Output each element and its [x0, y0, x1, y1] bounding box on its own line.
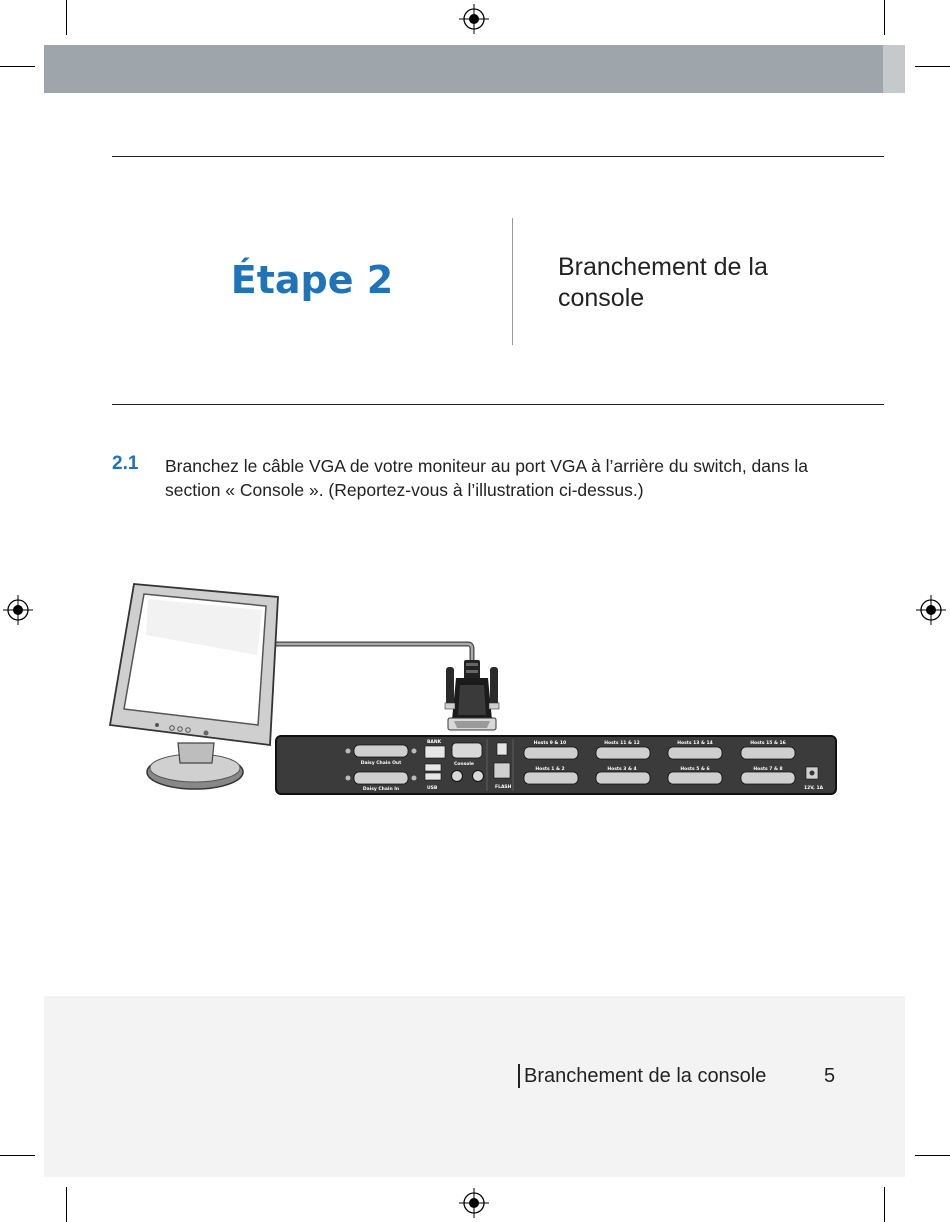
crop-mark: [66, 0, 67, 35]
crop-mark: [66, 1187, 67, 1222]
bank-dip-switch: [425, 746, 445, 758]
mode-switch: [497, 743, 507, 755]
daisy-chain-out-label: Daisy Chain Out: [360, 761, 402, 766]
usb-label: USB: [427, 786, 438, 791]
header-bar: [44, 45, 905, 93]
bottom-rule: [112, 404, 884, 405]
crop-mark: [884, 1187, 885, 1222]
svg-text:Hosts 3 & 4: Hosts 3 & 4: [607, 767, 637, 772]
svg-text:Hosts 13 & 14: Hosts 13 & 14: [677, 741, 713, 746]
usb-port: [425, 773, 441, 780]
page-number: 5: [824, 1065, 836, 1087]
monitor-icon: [110, 584, 278, 789]
kvm-switch-icon: [276, 736, 836, 794]
step-heading: Étape 2: [230, 258, 394, 302]
ps2-keyboard-port: [452, 771, 463, 782]
ps2-mouse-port: [473, 771, 484, 782]
header-bar-tab: [883, 45, 905, 93]
crop-mark: [0, 66, 35, 67]
daisy-chain-in-label: Daisy Chain In: [362, 787, 400, 792]
svg-text:Hosts 5 & 6: Hosts 5 & 6: [680, 767, 710, 772]
flash-port: [494, 763, 510, 778]
vga-cable: [272, 644, 472, 665]
footer-title: Branchement de la console: [518, 1064, 766, 1088]
console-label: Console: [454, 762, 474, 767]
instruction-text: Branchez le câble VGA de votre moniteur au port VGA à l’arrière du switch, dans la section « Console ». (Reportez-vous à l’illustration ci-dessus.): [165, 456, 808, 500]
registration-mark-icon: [459, 4, 489, 34]
title-divider: [512, 218, 513, 345]
top-rule: [112, 156, 884, 157]
connection-illustration: [100, 575, 840, 800]
console-vga-port: [452, 743, 482, 758]
power-label: 12V, 1A: [804, 786, 824, 791]
crop-mark: [884, 0, 885, 35]
instruction-number: 2.1: [112, 453, 139, 474]
svg-text:Hosts 1 & 2: Hosts 1 & 2: [535, 767, 565, 772]
bank-label: BANK: [427, 740, 442, 745]
crop-mark: [915, 66, 950, 67]
svg-text:Hosts 9 & 10: Hosts 9 & 10: [533, 741, 567, 746]
footer-panel: [44, 996, 905, 1177]
registration-mark-icon: [3, 595, 33, 625]
section-title: Branchement de la console: [558, 253, 768, 312]
vga-connector-icon: [445, 660, 499, 730]
registration-mark-icon: [916, 595, 946, 625]
crop-mark: [915, 1155, 950, 1156]
usb-port: [425, 764, 441, 771]
flash-label: FLASH: [495, 785, 512, 790]
registration-mark-icon: [459, 1188, 489, 1218]
svg-text:Hosts 7 & 8: Hosts 7 & 8: [753, 767, 783, 772]
svg-text:Hosts 11 & 12: Hosts 11 & 12: [604, 741, 640, 746]
crop-mark: [0, 1155, 35, 1156]
svg-text:Hosts 15 & 16: Hosts 15 & 16: [750, 741, 786, 746]
